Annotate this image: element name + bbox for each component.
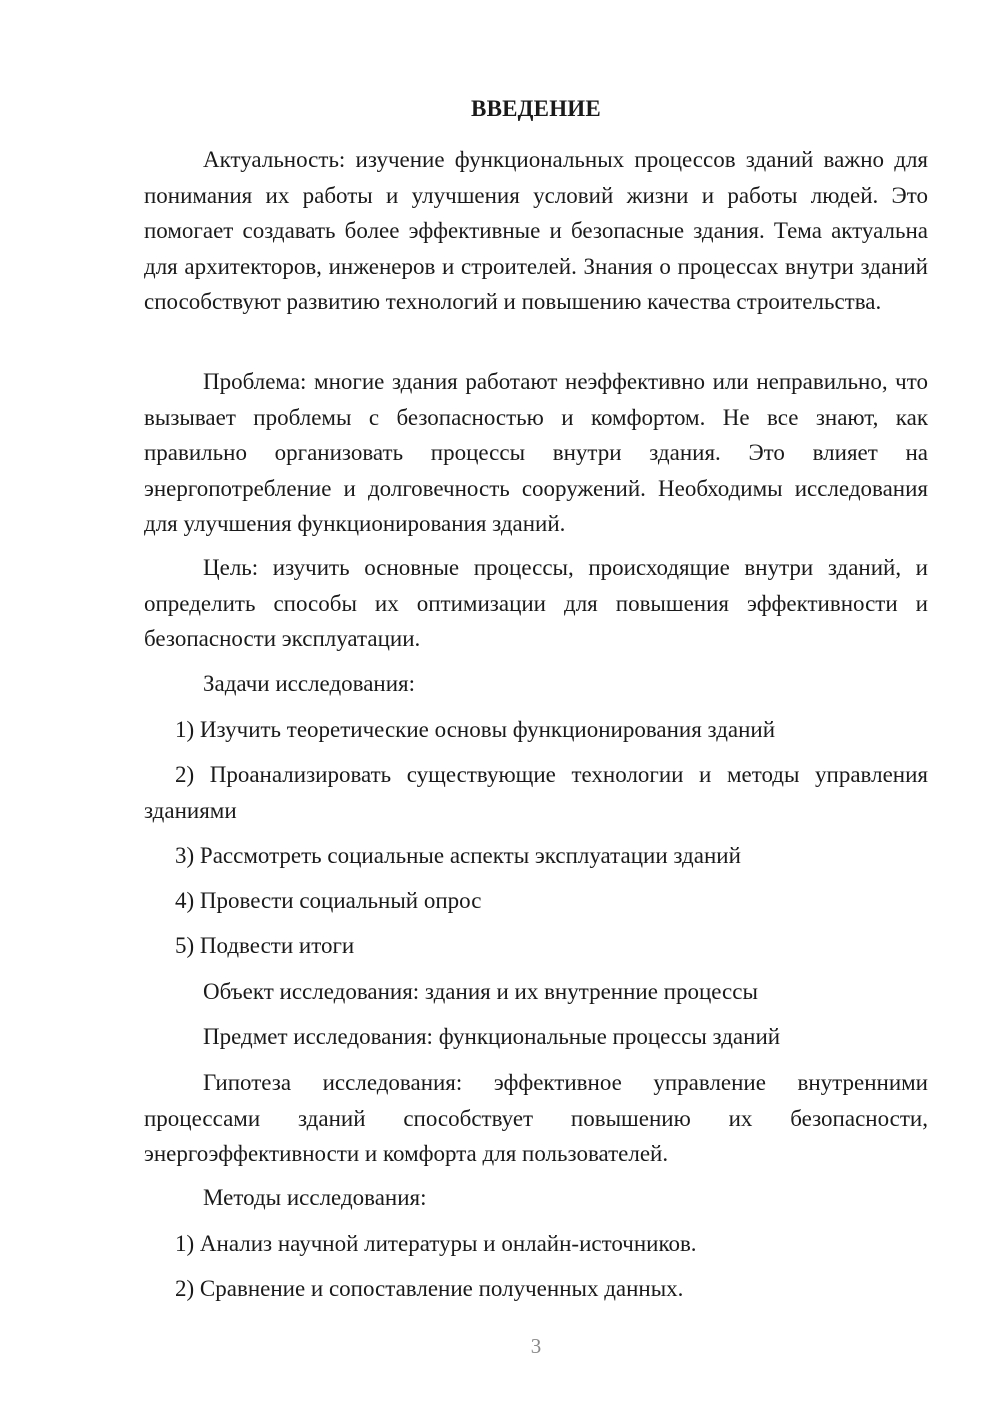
relevance-paragraph [144,142,928,320]
task-item-5 [144,928,928,964]
object-paragraph [144,974,928,1010]
task-item-1 [144,712,928,748]
task-item-4 [144,883,928,919]
task-item-text: 3) Рассмотреть социальные аспекты эксплуатации зданий [175,843,741,868]
tasks-heading-text: Задачи исследования: [203,671,416,696]
hypothesis-text: Гипотеза исследования: эффективное управление внутренними процессами зданий способствует повышению их безопасности, энергоэффективности и комфорта для пользователей. [144,1070,928,1166]
goal-text: Цель: изучить основные процессы, происходящие внутри зданий, и определить способы их оптимизации для повышения эффективности и безопасности эксплуатации. [144,555,928,651]
task-item-text: 4) Провести социальный опрос [175,888,482,913]
method-item-1 [144,1226,928,1262]
object-text: Объект исследования: здания и их внутренние процессы [203,979,758,1004]
page-title: ВВЕДЕНИЕ [471,96,601,121]
method-item-2 [144,1271,928,1307]
methods-heading-text: Методы исследования: [203,1185,427,1210]
task-item-text: 5) Подвести итоги [175,933,355,958]
method-item-text: 2) Сравнение и сопоставление полученных данных. [175,1276,684,1301]
task-item-text: 2) Проанализировать существующие технологии и методы управления зданиями [144,762,928,823]
task-item-2 [144,757,928,828]
task-item-3 [144,838,928,874]
subject-text: Предмет исследования: функциональные процессы зданий [203,1024,781,1049]
problem-paragraph [144,364,928,542]
subject-paragraph [144,1019,928,1055]
methods-heading [144,1180,928,1216]
goal-paragraph [144,550,928,657]
problem-text: Проблема: многие здания работают неэффективно или неправильно, что вызывает проблемы с безопасностью и комфортом. Не все знают, как правильно организовать процессы внутри здания. Это влияет на энергопотребление и долговечность сооружений. Необходимы исследования для улучшения функционирования зданий. [144,369,928,536]
task-item-text: 1) Изучить теоретические основы функционирования зданий [175,717,776,742]
method-item-text: 1) Анализ научной литературы и онлайн-источников. [175,1231,697,1256]
hypothesis-paragraph [144,1065,928,1172]
relevance-text: Актуальность: изучение функциональных процессов зданий важно для понимания их работы и улучшения условий жизни и работы людей. Это помогает создавать более эффективные и безопасные здания. Тема актуальна для архитекторов, инженеров и строителей. Знания о процессах внутри зданий способствуют развитию технологий и повышению качества строительства. [144,147,928,314]
page-number: 3 [530,1334,542,1358]
tasks-heading [144,666,928,702]
